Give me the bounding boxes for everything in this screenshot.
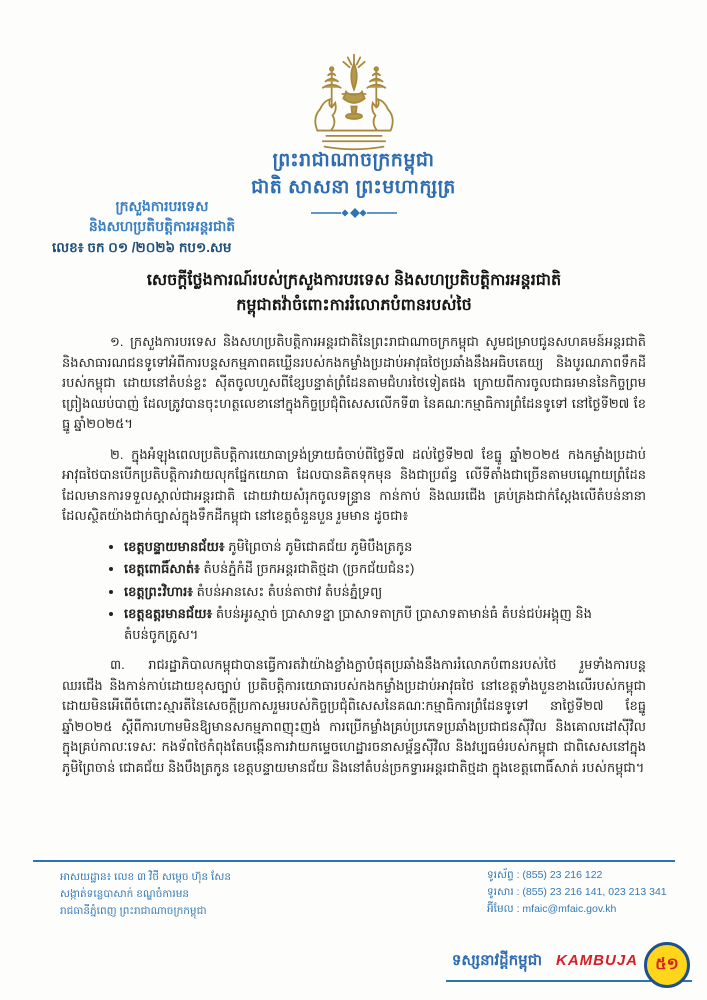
royal-arms-icon <box>296 52 412 152</box>
ministry-name-line1: ក្រសួងការបរទេស <box>115 198 209 214</box>
paragraph-2: ២. ក្នុងអំឡុងពេលប្រតិបត្តិការយោធាទ្រង់ទ្រាយធំចាប់ពីថ្ងៃទី៧ ដល់ថ្ងៃទី២៧ ខែធ្នូ ឆ្នាំ២០២៥ កងកម្លាំងប្រដាប់អាវុធថៃបានបើកប្រតិបត្តិការវាយលុកផ្នែកយោធា ដែលបានគិតទុកមុន និងជាប្រព័ន្ធ លើទីតាំងជាច្រើនតាមបណ្ដោយព្រំដែនដែលមានការទទួលស្គាល់ជាអន្តរជាតិ ដោយវាយសំរុកចូលទន្ទ្រាន កាន់កាប់ និងឈរជើង គ្រប់គ្រងជាក់ស្ដែងលើតំបន់នានាដែលស្ថិតយ៉ាងជាក់ច្បាស់ក្នុងទឹកដីកម្ពុជា នៅខេត្តចំនួនបួន រួមមាន ដូចជា៖ <box>62 446 646 523</box>
kingdom-line1: ព្រះរាជាណាចក្រកម្ពុជា <box>272 150 435 171</box>
ministry-name-line2: និងសហប្រតិបត្តិការអន្តរជាតិ <box>88 218 236 234</box>
province-detail: ភូមិព្រៃចាន់ ភូមិជោគជ័យ ភូមិបឹងត្រកូន <box>228 538 413 554</box>
province-detail: តំបន់អូរស្មាច់ ប្រាសាទខ្នា ប្រាសាទតាក្របី ប្រាសាទតាមាន់ធំ តំបន់ជប់អង្គុញ និងតំបន់ចូកត្រូស។ <box>124 606 592 642</box>
list-item <box>124 582 646 603</box>
paragraph-3: ៣. រាជរដ្ឋាភិបាលកម្ពុជាបានធ្វើការតវ៉ាយ៉ាងខ្លាំងក្លាបំផុតប្រឆាំងនឹងការរំលោភបំពានរបស់ថៃ រួមទាំងការបន្តឈរជើង និងកាន់កាប់ដោយខុសច្បាប់ ប្រតិបត្តិការយោធារបស់កងកម្លាំងប្រដាប់អាវុធថៃ នៅខេត្តទាំងបួនខាងលើរបស់កម្ពុជា ដោយមិនអើពើចំពោះស្មារតីនៃសេចក្ដីប្រកាសរួមរបស់កិច្ចប្រជុំពិសេសនៃគណៈកម្មាធិការព្រំដែនទូទៅ នាថ្ងៃទី២៧ ខែធ្នូ ឆ្នាំ២០២៥ ស្ដីពីការហាមមិនឱ្យមានសកម្មភាពញុះញង់ ការប្រើកម្លាំងគ្រប់ប្រភេទប្រឆាំងប្រជាជនស៊ីវិល និងគោលដៅស៊ីវិលក្នុងគ្រប់កាលៈទេសៈ កងទ័ពថៃកំពុងតែបង្កើនការវាយកម្ទេចហេដ្ឋារចនាសម្ព័ន្ធស៊ីវិល និងវប្បធម៌របស់កម្ពុជា ជាពិសេសនៅក្នុងភូមិព្រៃចាន់ ជោគជ័យ និងបឹងត្រកូន ខេត្តបន្ទាយមានជ័យ និងនៅតំបន់ច្រកទ្វារអន្តរជាតិថ្មដា ក្នុងខេត្តពោធិ៍សាត់ របស់កម្ពុជា។ <box>62 657 646 775</box>
list-item <box>124 537 646 558</box>
kingdom-motto <box>0 147 707 201</box>
magazine-name-khmer: ទស្សនាវដ្ដីកម្ពុជា <box>451 951 542 969</box>
magazine-banner <box>446 942 690 988</box>
royal-arms-emblem <box>296 52 412 157</box>
province-detail: តំបន់អានសេះ តំបន់តាថាវ តំបន់ភ្នំទ្រព្យ <box>196 583 383 599</box>
document-body <box>62 268 646 854</box>
list-item <box>124 604 646 645</box>
province-name: ខេត្តបន្ទាយមានជ័យ៖ <box>124 538 225 554</box>
reference-number: លេខ៖ ចក ០១ /២០២៦ កប១.សម <box>52 240 232 255</box>
footer-divider <box>33 860 675 862</box>
province-name: ខេត្តព្រះវិហារ៖ <box>124 583 193 599</box>
fax-number: ទូរសារ : (855) 23 216 141, 023 213 341 <box>487 886 667 898</box>
address-line3: រាជធានីភ្នំពេញ ព្រះរាជាណាចក្រកម្ពុជា <box>60 905 207 917</box>
footer-contacts <box>487 867 667 918</box>
province-name: ខេត្តពោធិ៍សាត់៖ <box>124 561 200 576</box>
kingdom-line2: ជាតិ សាសនា ព្រះមហាក្សត្រ <box>251 177 456 198</box>
address-line1: អាសយដ្ឋាន៖ លេខ ៣ វិថី សម្ដេច ហ៊ុន សែន <box>60 871 232 883</box>
title-line1: សេចក្ដីថ្លែងការណ៍របស់ក្រសួងការបរទេស និងសហប្រតិបត្តិការអន្តរជាតិ <box>146 272 562 289</box>
page-number-badge: ៥១ <box>644 942 690 988</box>
province-list <box>62 537 646 646</box>
title-line2: កម្ពុជាតវ៉ាចំពោះការរំលោភបំពានរបស់ថៃ <box>236 297 472 314</box>
email-address: អ៊ីមែល : mfaic@mfaic.gov.kh <box>487 903 617 915</box>
paragraph-1: ១. ក្រសួងការបរទេស និងសហប្រតិបត្តិការអន្តរជាតិនៃព្រះរាជាណាចក្រកម្ពុជា សូមជម្រាបជូនសហគមន៍អន្តរជាតិ និងសាធារណជនទូទៅអំពីការបន្តសកម្មភាពគឃ្លើនរបស់កងកម្លាំងប្រដាប់អាវុធថៃប្រឆាំងនឹងអធិបតេយ្យ និងបូរណភាពទឹកដីរបស់កម្ពុជា ដោយនៅតំបន់ខ្លះ ស៊ីតចូលហួសពីខ្សែបន្ទាត់ព្រំដែនតាមជំហរថៃទៀតផង ក្រោយពីការចូលជាធរមាននៃកិច្ចព្រមព្រៀងឈប់បាញ់ ដែលត្រូវបានចុះហត្ថលេខានៅក្នុងកិច្ចប្រជុំពិសេសលើកទី៣ នៃគណៈកម្មាធិការព្រំដែនទូទៅ នៅថ្ងៃទី២៧ ខែធ្នូ ឆ្នាំ២០២៥។ <box>62 334 646 431</box>
province-detail: តំបន់ភ្នំកំដី ច្រកអន្តរជាតិថ្មដា (ច្រកជ័យជំនះ) <box>203 561 415 576</box>
list-item <box>124 559 646 580</box>
province-name: ខេត្តឧត្តរមានជ័យ៖ <box>124 606 213 621</box>
divider-ornament-icon <box>309 205 399 223</box>
magazine-name-latin: KAMBUJA <box>556 951 638 969</box>
document-title <box>62 268 646 318</box>
phone-number: ទូរស័ព្ទ : (855) 23 216 122 <box>487 869 603 881</box>
ministry-block <box>52 196 272 258</box>
address-line2: សង្កាត់ទន្លេបាសាក់ ខណ្ឌចំការមន <box>60 888 190 900</box>
footer-address <box>60 869 231 920</box>
